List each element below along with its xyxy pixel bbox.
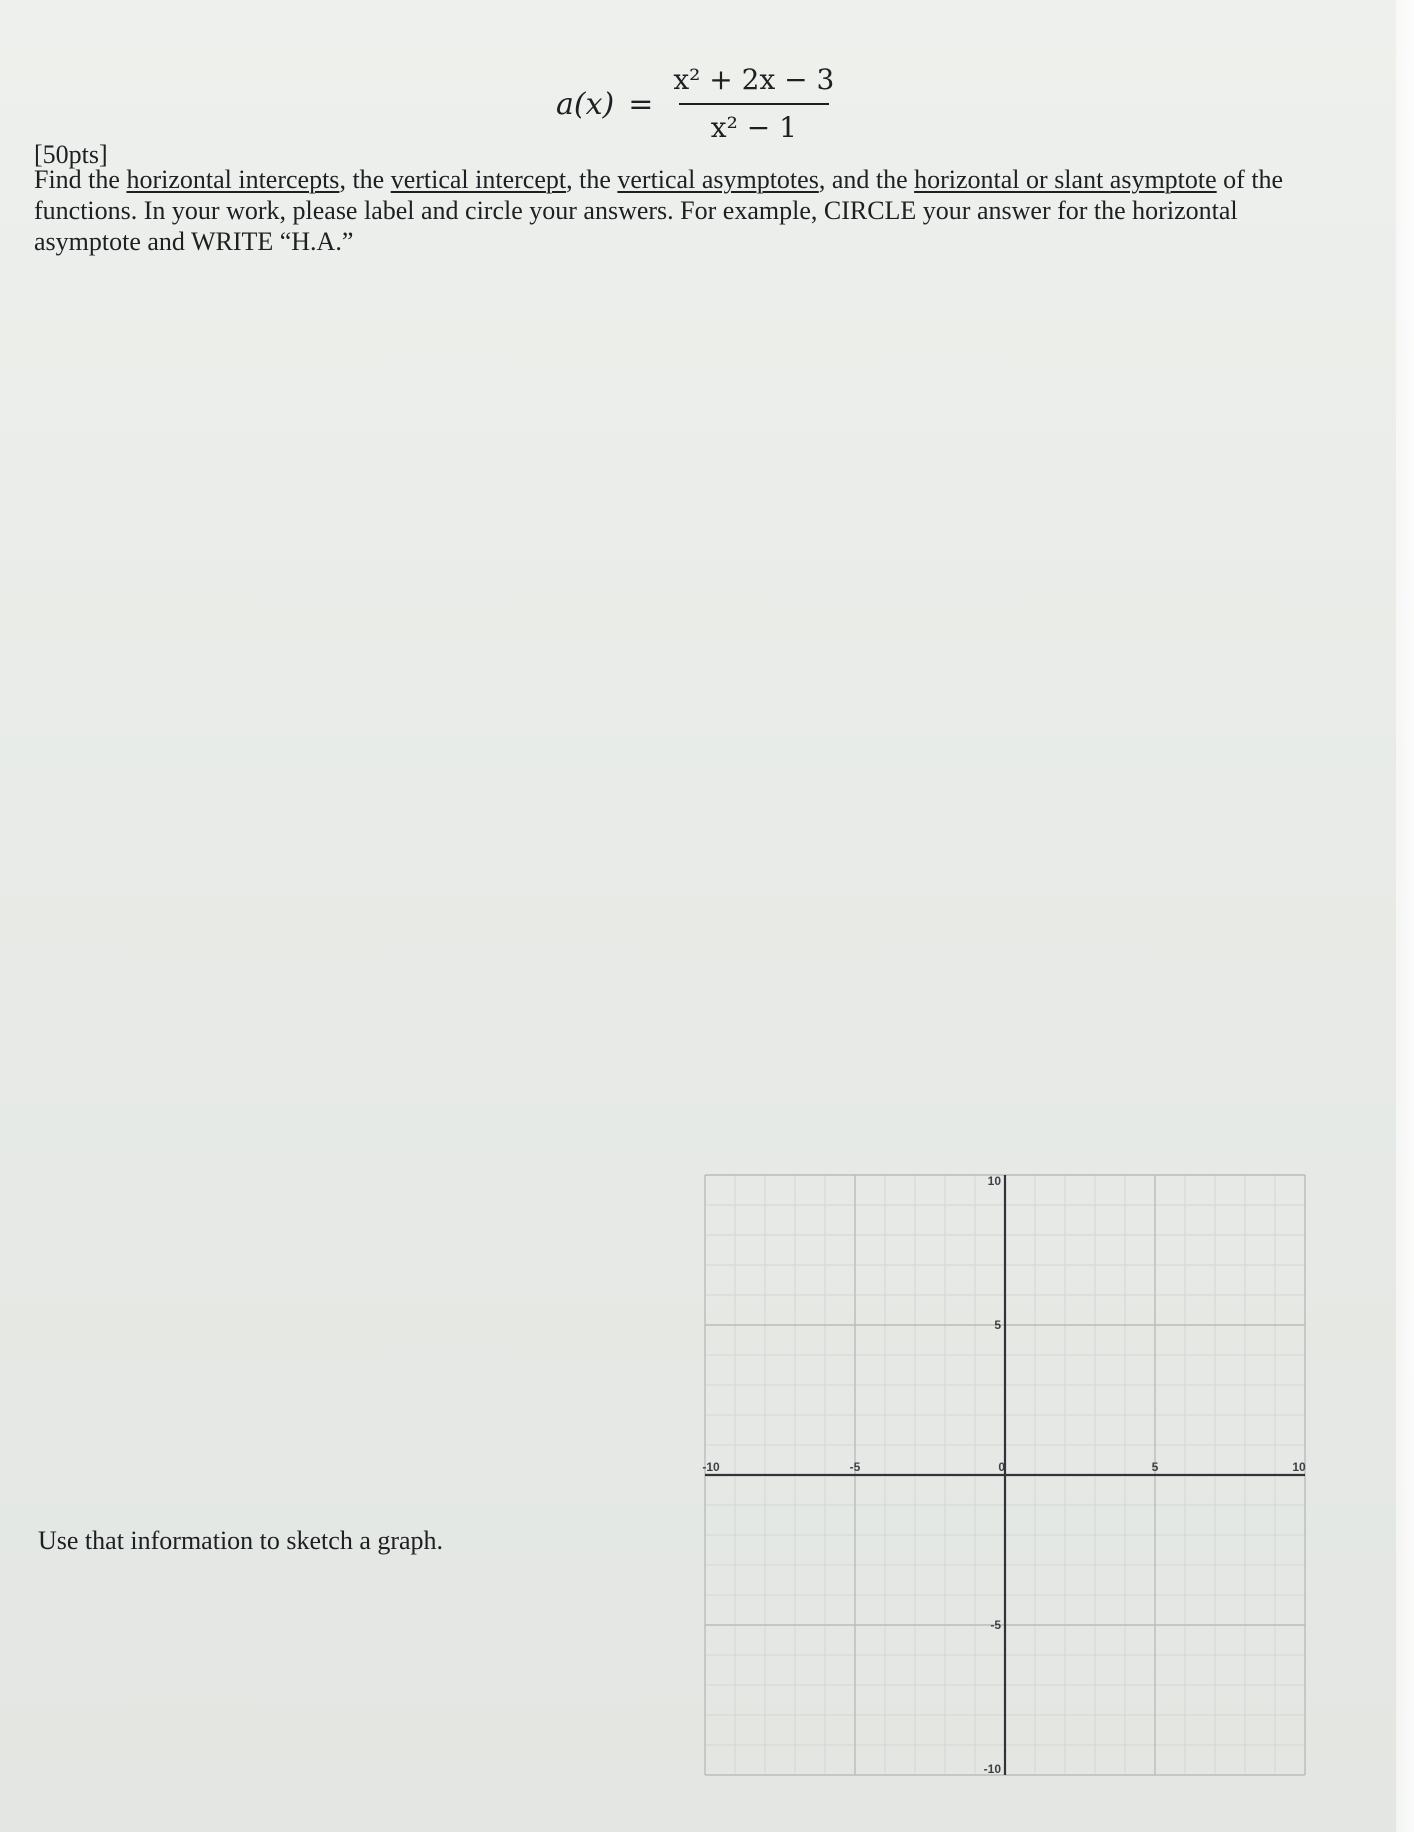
y-tick-label: 10 (987, 1174, 1001, 1188)
x-tick-label: 10 (1292, 1460, 1306, 1474)
x-tick-label: 0 (998, 1460, 1005, 1474)
underlined-term-vertical-asymptotes: vertical asymptotes (617, 165, 819, 194)
problem-instructions (34, 164, 1334, 257)
formula-denominator: x² − 1 (710, 111, 797, 144)
point-value: [50pts] (34, 140, 108, 169)
sketch-instruction: Use that information to sketch a graph. (38, 1526, 444, 1555)
underlined-term-vertical-intercept: vertical intercept (390, 165, 567, 194)
y-tick-label: -5 (990, 1618, 1001, 1632)
instruction-text-2: , the (339, 165, 391, 194)
y-tick-label: -10 (983, 1762, 1001, 1776)
y-tick-label: 5 (994, 1318, 1001, 1332)
grid-svg[interactable] (690, 1160, 1320, 1790)
fraction-bar (679, 103, 829, 105)
formula-lhs: a(x) (556, 86, 615, 122)
x-tick-label: -5 (849, 1460, 861, 1474)
x-tick-label: -10 (702, 1460, 720, 1474)
formula-equals: = (628, 86, 654, 122)
instruction-text-4: , and the (818, 165, 915, 194)
instruction-text-5: of the functions. In your work, please label and circle your answers. For example, CIRCLE your answer for the horizontal asymptote and WRITE “H.A.” (34, 165, 1284, 256)
formula-numerator: x² + 2x − 3 (673, 63, 835, 96)
instruction-text-3: , the (566, 165, 618, 194)
underlined-term-horizontal-or-slant-asymptote: horizontal or slant asymptote (914, 165, 1217, 194)
paper-edge (1396, 0, 1414, 1832)
rational-function-formula (556, 62, 840, 146)
underlined-term-horizontal-intercepts: horizontal intercepts (126, 165, 340, 194)
instruction-text-1: Find the (34, 165, 127, 194)
formula-fraction (667, 62, 840, 146)
x-tick-label: 5 (1151, 1460, 1159, 1474)
blank-coordinate-grid[interactable] (690, 1160, 1320, 1790)
